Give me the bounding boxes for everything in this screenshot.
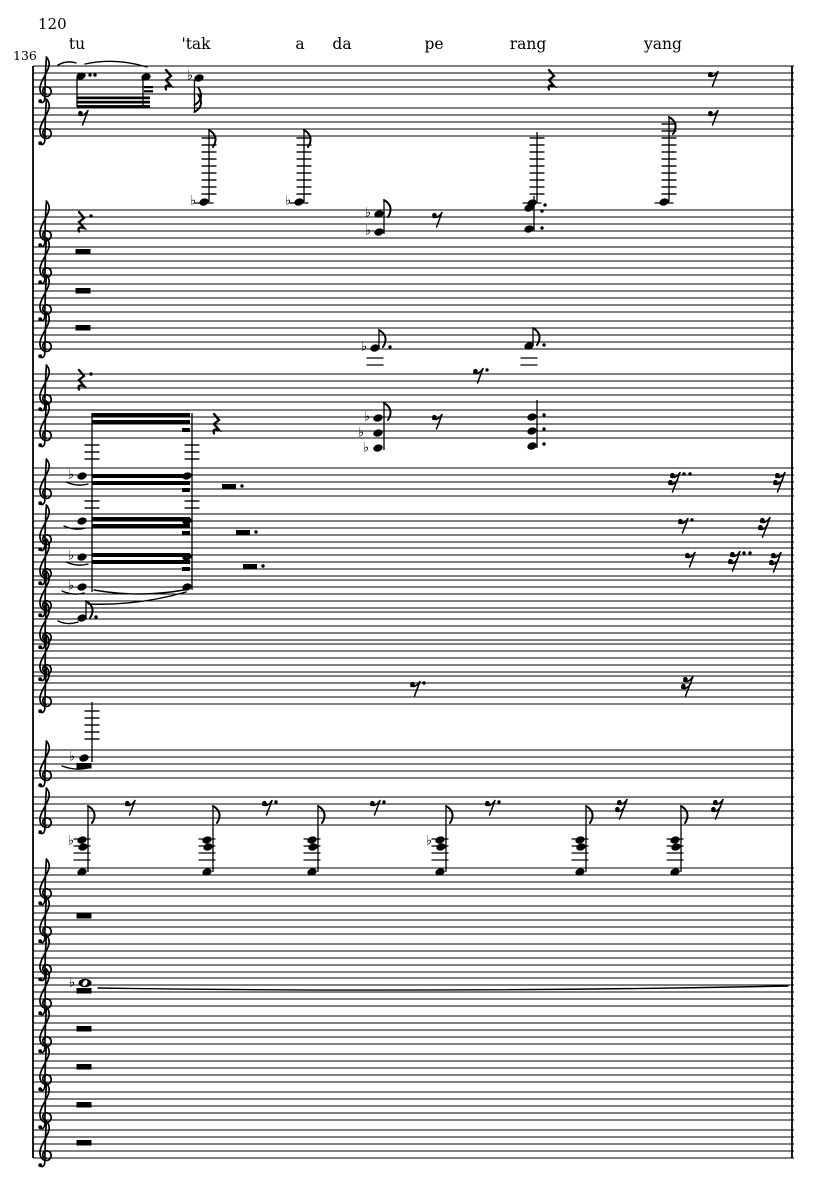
whole-rest [76,249,91,255]
tie-slur [58,621,78,624]
beam [92,420,190,424]
notehead [76,582,87,592]
beam [92,517,190,521]
whole-rest [77,763,92,769]
flat-sign: ♭ [364,205,372,221]
notehead [669,835,680,845]
measure-number: 136 [13,48,37,63]
augmentation-dot [540,226,543,229]
rest-dot [742,551,745,554]
flat-sign: ♭ [284,193,292,209]
lyric-syllable: rang [509,35,547,53]
whole-rest [76,325,91,331]
beam [182,488,190,492]
note-flag [88,806,95,823]
notehead [372,443,383,453]
rest-dot [682,472,685,475]
whole-rest [77,913,92,919]
flat-sign: ♭ [68,975,76,991]
treble-clef-icon [38,1163,42,1167]
augmentation-dot [540,209,543,212]
augmentation-dot [93,73,96,76]
lyric-syllable: 'tak [181,35,211,53]
treble-clef-icon [38,783,42,787]
treble-clef-icon [38,1049,42,1053]
whole-rest [76,288,91,294]
half-rest [222,484,236,489]
note-flag [379,330,386,347]
beam [92,413,190,417]
augmentation-dot [542,413,545,416]
rest-dot [497,800,500,803]
whole-rest [77,988,92,994]
flat-sign: ♭ [425,833,433,849]
beam [92,481,190,485]
lyric-syllable: yang [644,35,682,53]
note-flag [213,806,220,823]
treble-clef-icon [38,830,42,834]
flat-sign: ♭ [362,440,370,456]
rest-dot [240,484,243,487]
beam [92,474,190,478]
rest-dot [422,681,425,684]
beam [182,567,190,571]
lyric-syllable: tu [68,35,86,53]
rest-dot [382,800,385,803]
notehead [76,471,87,481]
whole-rest [77,1026,92,1032]
half-rest [236,530,250,535]
beam [182,531,190,535]
notehead [202,842,213,852]
note-flag [318,806,325,823]
lyric-syllable: a [295,35,305,53]
tie-slur [98,986,788,990]
tie-slur [58,62,76,65]
notehead [526,426,537,436]
treble-clef-icon [38,354,42,358]
treble-clef-icon [38,407,42,411]
treble-clef-icon [38,1087,42,1091]
notehead [575,842,586,852]
beam [144,90,153,92]
treble-clef-icon [38,581,42,585]
flat-sign: ♭ [68,749,76,765]
beam [77,101,150,104]
page-number: 120 [38,15,67,33]
notehead [76,516,87,526]
quarter-rest [79,370,84,390]
notehead [306,835,317,845]
note-flag [681,806,688,823]
whole-rest [77,1102,92,1108]
augmentation-dot [388,345,391,348]
augmentation-dot [94,615,97,618]
notehead [181,471,192,481]
treble-clef-icon [38,709,42,713]
flat-sign: ♭ [363,409,371,425]
flat-sign: ♭ [364,223,372,239]
notehead [435,842,446,852]
treble-clef-icon [38,1125,42,1129]
whole-rest [77,1064,92,1070]
notehead [78,753,89,763]
lyric-syllable: pe [424,35,444,53]
notehead [307,842,318,852]
flat-sign: ♭ [186,68,194,84]
treble-clef-icon [38,141,42,145]
lyric-syllable: da [332,35,352,53]
flat-sign: ♭ [67,467,75,483]
treble-clef-icon [38,939,42,943]
notehead [526,412,537,422]
treble-clef-icon [38,901,42,905]
rest-dot [485,368,488,371]
treble-clef-icon [38,501,42,505]
notehead [198,197,209,207]
beam [77,97,150,100]
beam [92,560,190,564]
rest-dot [89,214,92,217]
notehead [372,413,383,423]
rest-dot [688,472,691,475]
augmentation-dot [542,427,545,430]
rest-dot [748,551,751,554]
notehead [670,842,681,852]
beam [92,553,190,557]
rest-dot [274,800,277,803]
flat-sign: ♭ [67,578,75,594]
flat-sign: ♭ [360,339,368,355]
flat-sign: ♭ [67,548,75,564]
flat-sign: ♭ [189,193,197,209]
beam [92,524,190,528]
notehead [293,197,304,207]
notehead [523,224,534,234]
whole-rest [77,1140,92,1146]
augmentation-dot [542,343,545,346]
treble-clef-icon [38,677,42,681]
notehead [372,428,383,438]
beam [77,105,150,108]
treble-clef-icon [38,1011,42,1015]
notehead [434,835,445,845]
treble-clef-icon [38,645,42,649]
note-flag [384,200,391,217]
rest-dot [89,372,92,375]
treble-clef-icon [38,99,42,103]
notehead [526,441,537,451]
notehead [77,842,88,852]
augmentation-dot [543,203,546,206]
quarter-rest [79,212,84,232]
tie-slur [94,590,184,594]
augmentation-dot [88,73,91,76]
notehead [201,835,212,845]
notehead [574,835,585,845]
rest-dot [254,530,257,533]
beam [144,86,153,88]
notehead [658,197,669,207]
treble-clef-icon [38,613,42,617]
flat-sign: ♭ [67,833,75,849]
note-flag [586,806,593,823]
treble-clef-icon [38,443,42,447]
rest-dot [690,518,693,521]
augmentation-dot [542,442,545,445]
flat-sign: ♭ [357,425,365,441]
beam [182,428,190,432]
rest-dot [261,564,264,567]
note-flag [446,806,453,823]
notehead [76,552,87,562]
notehead [76,835,87,845]
half-rest [243,564,257,569]
notehead [373,227,384,237]
